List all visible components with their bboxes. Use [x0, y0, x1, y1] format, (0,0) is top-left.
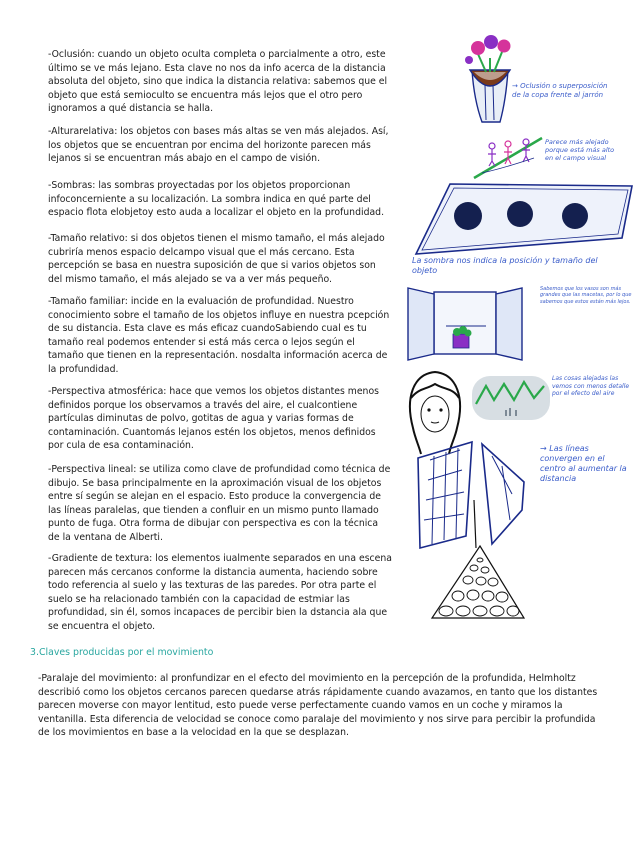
section-heading: 3.Claves producidas por el movimiento: [30, 647, 214, 658]
texture-gradient-sketch: [430, 546, 526, 620]
paragraph-occlusion: -Oclusión: cuando un objeto oculta completa o parcialmente a otro, este último se ve más lejano. Esta clave no nos da info acerca de la distancia absoluta del objeto, sino que indica la distancia relativa: sabemos que el objeto que está semioculto se encuentra más lejos que el otro pero ignoramos a qué distancia se halla.: [48, 49, 388, 115]
shadow-floor-sketch: [410, 178, 636, 258]
paragraph-linear-perspective: -Perspectiva lineal: se utiliza como clave de profundidad como técnica de dibujo. Se basa principalmente en la aproximación visual de los objetos entre sí según se alejan en el espacio. Esto produce la convergencia de las líneas paralelas, que tienden a confluir en un mismo punto llamado punto de fuga. Otra forma de dibujar con perspectiva es con la técnica de la ventana de Alberti.: [48, 464, 391, 543]
paragraph-motion-parallax: -Paralaje del movimiento: al pronfundizar en el efecto del movimiento en la percepción de la profundida, Helmholtz describió como los objetos cercanos parecen quedarse atrás rápidamente cuando avazamos, en tanto que los distantes parecen moverse con mayor lentitud, esto puede verse perfectamente cuando vamos en un coche y miramos la ventanilla. Esta diferencia de velocidad se conoce como paralaje del movimiento y nos sirve para percibir la profundida de los movimientos en base a la velocidad en la que se desplazan.: [38, 673, 598, 739]
note-relative-height: Parece más alejado porque está más alto en el campo visual: [545, 138, 615, 163]
relative-height-sketch: [474, 128, 544, 183]
paragraph-relative-height: -Alturarelativa: los objetos con bases más altas se ven más alejados. Así, los objetos que se encuentran por encima del horizonte parecen más lejanos si se encuentran más abajo en el campo de visión.: [48, 126, 389, 165]
linear-perspective-sketch: [416, 440, 526, 550]
note-linear-perspective: → Las líneas convergen en el centro al aumentar la distancia: [540, 444, 627, 483]
note-familiar-size: Sabemos que los vasos son más grandes que las macetas, por lo que sabemos que estos están más lejos.: [540, 286, 632, 305]
paragraph-atmospheric-perspective: -Perspectiva atmosférica: hace que vemos los objetos distantes menos definidos porque los observamos a través del aire, el cualcontiene partículas diminutas de polvo, gotitas de agua y varias formas de contaminación. Cuantomás lejanos estén los objetos, menos definidos por cula de esa contaminación.: [48, 386, 379, 452]
paragraph-shadows: -Sombras: las sombras proyectadas por los objetos proporcionan infoconcerniente a su localización. La sombra indica en qué parte del espacio flota elobjetoy esto auda a localizar el objeto en la profundidad.: [48, 180, 385, 219]
note-atmospheric: Las cosas alejadas las vemos con menos detalle por el efecto del aire: [552, 375, 630, 397]
paragraph-familiar-size: -Tamaño familiar: incide en la evaluación de profundidad. Nuestro conocimiento sobre el tamaño de los objetos influye en nuestra pcepción de su distancia. Esta clave es más eficaz cuandoSabiendo cual es tu tamaño real podemos entender si está más cerca o lejos según el tamaño que tienen en la representación. nosdalta información acerca de la profundidad.: [48, 296, 390, 375]
note-occlusion: → Oclusión o superposición de la copa frente al jarrón: [512, 82, 608, 99]
occlusion-vase-sketch: [460, 30, 520, 125]
atmospheric-mountains-sketch: [472, 372, 552, 422]
familiar-size-window-sketch: [406, 286, 524, 362]
note-shadow: La sombra nos indica la posición y tamaño del objeto: [412, 256, 598, 275]
paragraph-texture-gradient: -Gradiente de textura: los elementos iualmente separados en una escena parecen más cercanos conforme la distancia aumenta, haciendo sobre todo referencia al suelo y las texturas de las paredes. Por otra parte el suelo se ha relacionado también con la capacidad de estmiar las profundidad, sin él, somos incapaces de percibir bien la dstancia ala que se encuentra el objeto.: [48, 553, 392, 632]
paragraph-relative-size: -Tamaño relativo: si dos objetos tienen el mismo tamaño, el más alejado cubriría menos espacio delcampo visual que el más cercano. Esta percepción se basa en nuestra suposición de que si varios objetos son del mismo tamaño, el más alejado se va a ver más pequeño.: [48, 233, 385, 285]
